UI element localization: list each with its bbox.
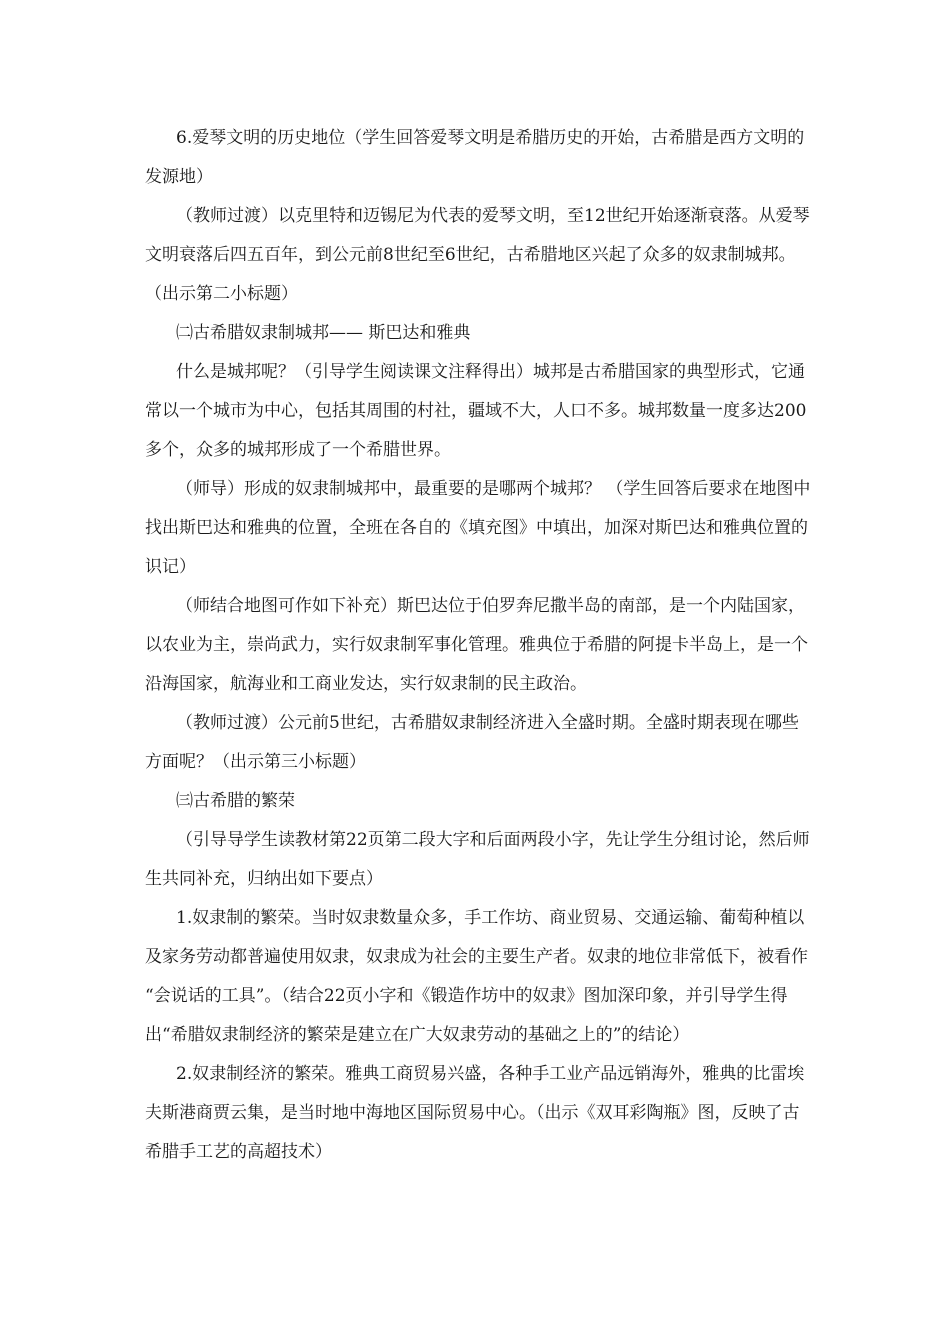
text-line: 夫斯港商贾云集，是当时地中海地区国际贸易中心。（出示《双耳彩陶瓶》图，反映了古	[145, 1103, 800, 1123]
text-line: 方面呢？（出示第三小标题）	[145, 752, 366, 772]
text-line: 常以一个城市为中心，包括其周围的村社，疆域不大，人口不多。城邦数量一度多达200	[145, 401, 807, 421]
text-line: 以农业为主，崇尚武力，实行奴隶制军事化管理。雅典位于希腊的阿提卡半岛上，是一个	[145, 635, 808, 655]
text-line: 什么是城邦呢？（引导学生阅读课文注释得出）城邦是古希腊国家的典型形式，它通	[176, 362, 805, 382]
text-line: 沿海国家，航海业和工商业发达，实行奴隶制的民主政治。	[145, 674, 587, 694]
text-line: “会说话的工具”。（结合22页小字和《锻造作坊中的奴隶》图加深印象，并引导学生得	[145, 986, 788, 1006]
text-line: 1.奴隶制的繁荣。当时奴隶数量众多，手工作坊、商业贸易、交通运输、葡萄种植以	[176, 908, 805, 928]
text-line: 希腊手工艺的高超技术）	[145, 1142, 332, 1162]
text-line: 文明衰落后四五百年，到公元前8世纪至6世纪，古希腊地区兴起了众多的奴隶制城邦。	[145, 245, 796, 265]
text-line: 6.爱琴文明的历史地位（学生回答爱琴文明是希腊历史的开始，古希腊是西方文明的	[176, 128, 805, 148]
text-line: 找出斯巴达和雅典的位置，全班在各自的《填充图》中填出，加深对斯巴达和雅典位置的	[145, 518, 808, 538]
text-line: （引导导学生读教材第22页第二段大字和后面两段小字，先让学生分组讨论，然后师	[176, 830, 810, 850]
text-line: （出示第二小标题）	[145, 284, 298, 304]
text-line: 出“希腊奴隶制经济的繁荣是建立在广大奴隶劳动的基础之上的”的结论）	[145, 1025, 690, 1045]
text-line: （教师过渡）以克里特和迈锡尼为代表的爱琴文明，至12世纪开始逐渐衰落。从爱琴	[176, 206, 810, 226]
text-line: 多个，众多的城邦形成了一个希腊世界。	[145, 440, 451, 460]
text-line: （教师过渡）公元前5世纪，古希腊奴隶制经济进入全盛时期。全盛时期表现在哪些	[176, 713, 799, 733]
text-line: （师导）形成的奴隶制城邦中，最重要的是哪两个城邦？ （学生回答后要求在地图中	[176, 479, 811, 499]
text-line: 生共同补充，归纳出如下要点）	[145, 869, 383, 889]
section-heading: ㈢古希腊的繁荣	[176, 791, 295, 811]
section-heading: ㈡古希腊奴隶制城邦—— 斯巴达和雅典	[176, 323, 471, 343]
text-line: 发源地）	[145, 167, 213, 187]
text-line: 2.奴隶制经济的繁荣。雅典工商贸易兴盛，各种手工业产品远销海外，雅典的比雷埃	[176, 1064, 805, 1084]
text-line: 及家务劳动都普遍使用奴隶，奴隶成为社会的主要生产者。奴隶的地位非常低下，被看作	[145, 947, 808, 967]
text-line: （师结合地图可作如下补充）斯巴达位于伯罗奔尼撒半岛的南部，是一个内陆国家，	[176, 596, 805, 616]
text-line: 识记）	[145, 557, 196, 577]
